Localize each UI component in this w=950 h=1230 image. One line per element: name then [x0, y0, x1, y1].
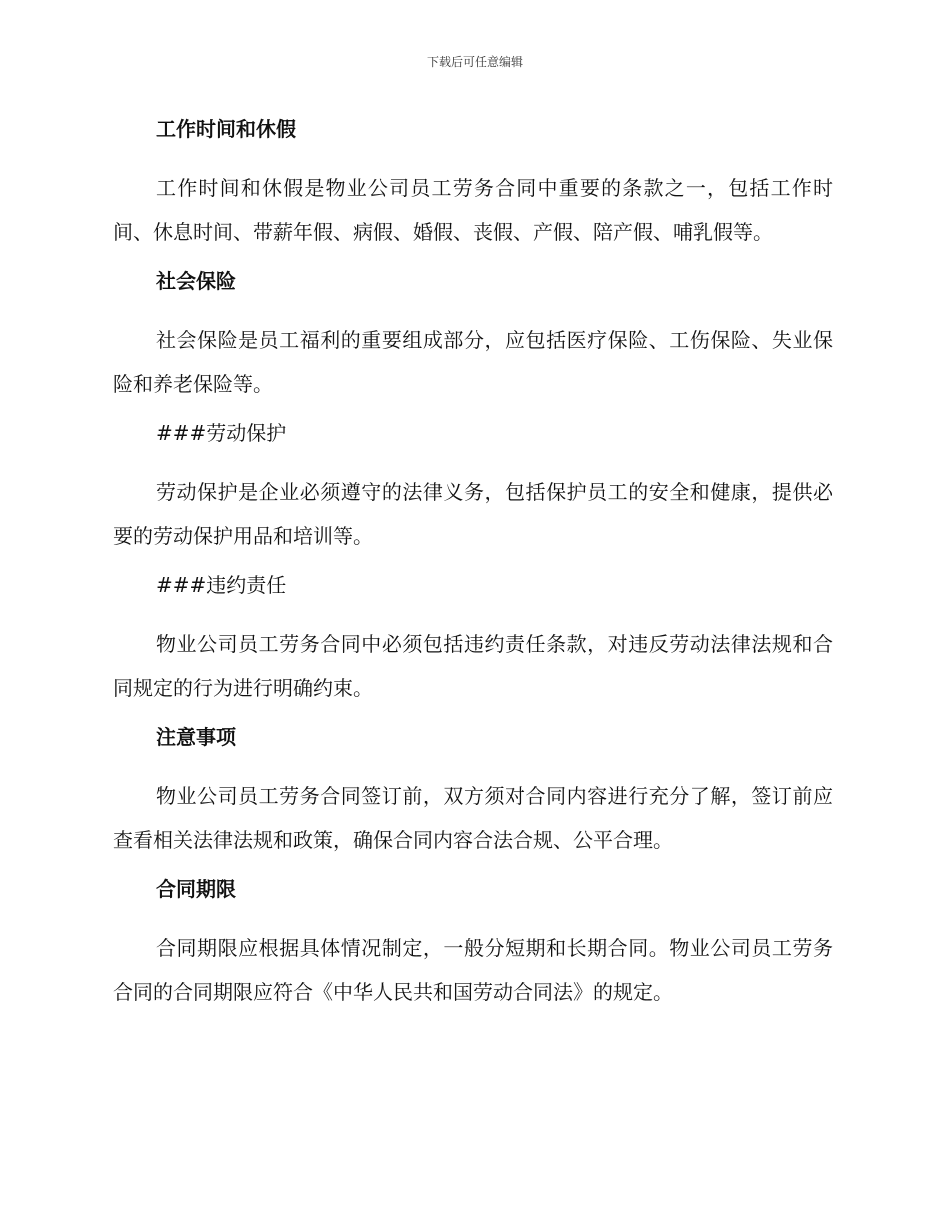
section-paragraph-breach-liability: 物业公司员工劳务合同中必须包括违约责任条款，对违反劳动法律法规和合同规定的行为进行明确约束。: [113, 632, 833, 700]
section-paragraph-contract-term: 合同期限应根据具体情况制定，一般分短期和长期合同。物业公司员工劳务合同的合同期限应符合《中华人民共和国劳动合同法》的规定。: [113, 936, 833, 1004]
section-heading-breach-liability: ###违约责任: [156, 573, 287, 597]
section-paragraph-notes: 物业公司员工劳务合同签订前，双方须对合同内容进行充分了解，签订前应查看相关法律法规和政策，确保合同内容合法合规、公平合理。: [113, 784, 833, 852]
section-heading-contract-term: 合同期限: [156, 877, 236, 901]
section-heading-social-insurance: 社会保险: [156, 269, 236, 293]
page-header: 下载后可任意编辑: [426, 55, 523, 69]
section-heading-work-hours: 工作时间和休假: [156, 117, 296, 141]
section-heading-notes: 注意事项: [156, 725, 236, 749]
section-paragraph-work-hours: 工作时间和休假是物业公司员工劳务合同中重要的条款之一，包括工作时间、休息时间、带薪年假、病假、婚假、丧假、产假、陪产假、哺乳假等。: [113, 176, 833, 244]
section-paragraph-labor-protection: 劳动保护是企业必须遵守的法律义务，包括保护员工的安全和健康，提供必要的劳动保护用品和培训等。: [113, 480, 833, 548]
section-paragraph-social-insurance: 社会保险是员工福利的重要组成部分，应包括医疗保险、工伤保险、失业保险和养老保险等。: [113, 328, 833, 396]
section-heading-labor-protection: ###劳动保护: [156, 421, 287, 445]
document-body: [113, 112, 833, 1014]
